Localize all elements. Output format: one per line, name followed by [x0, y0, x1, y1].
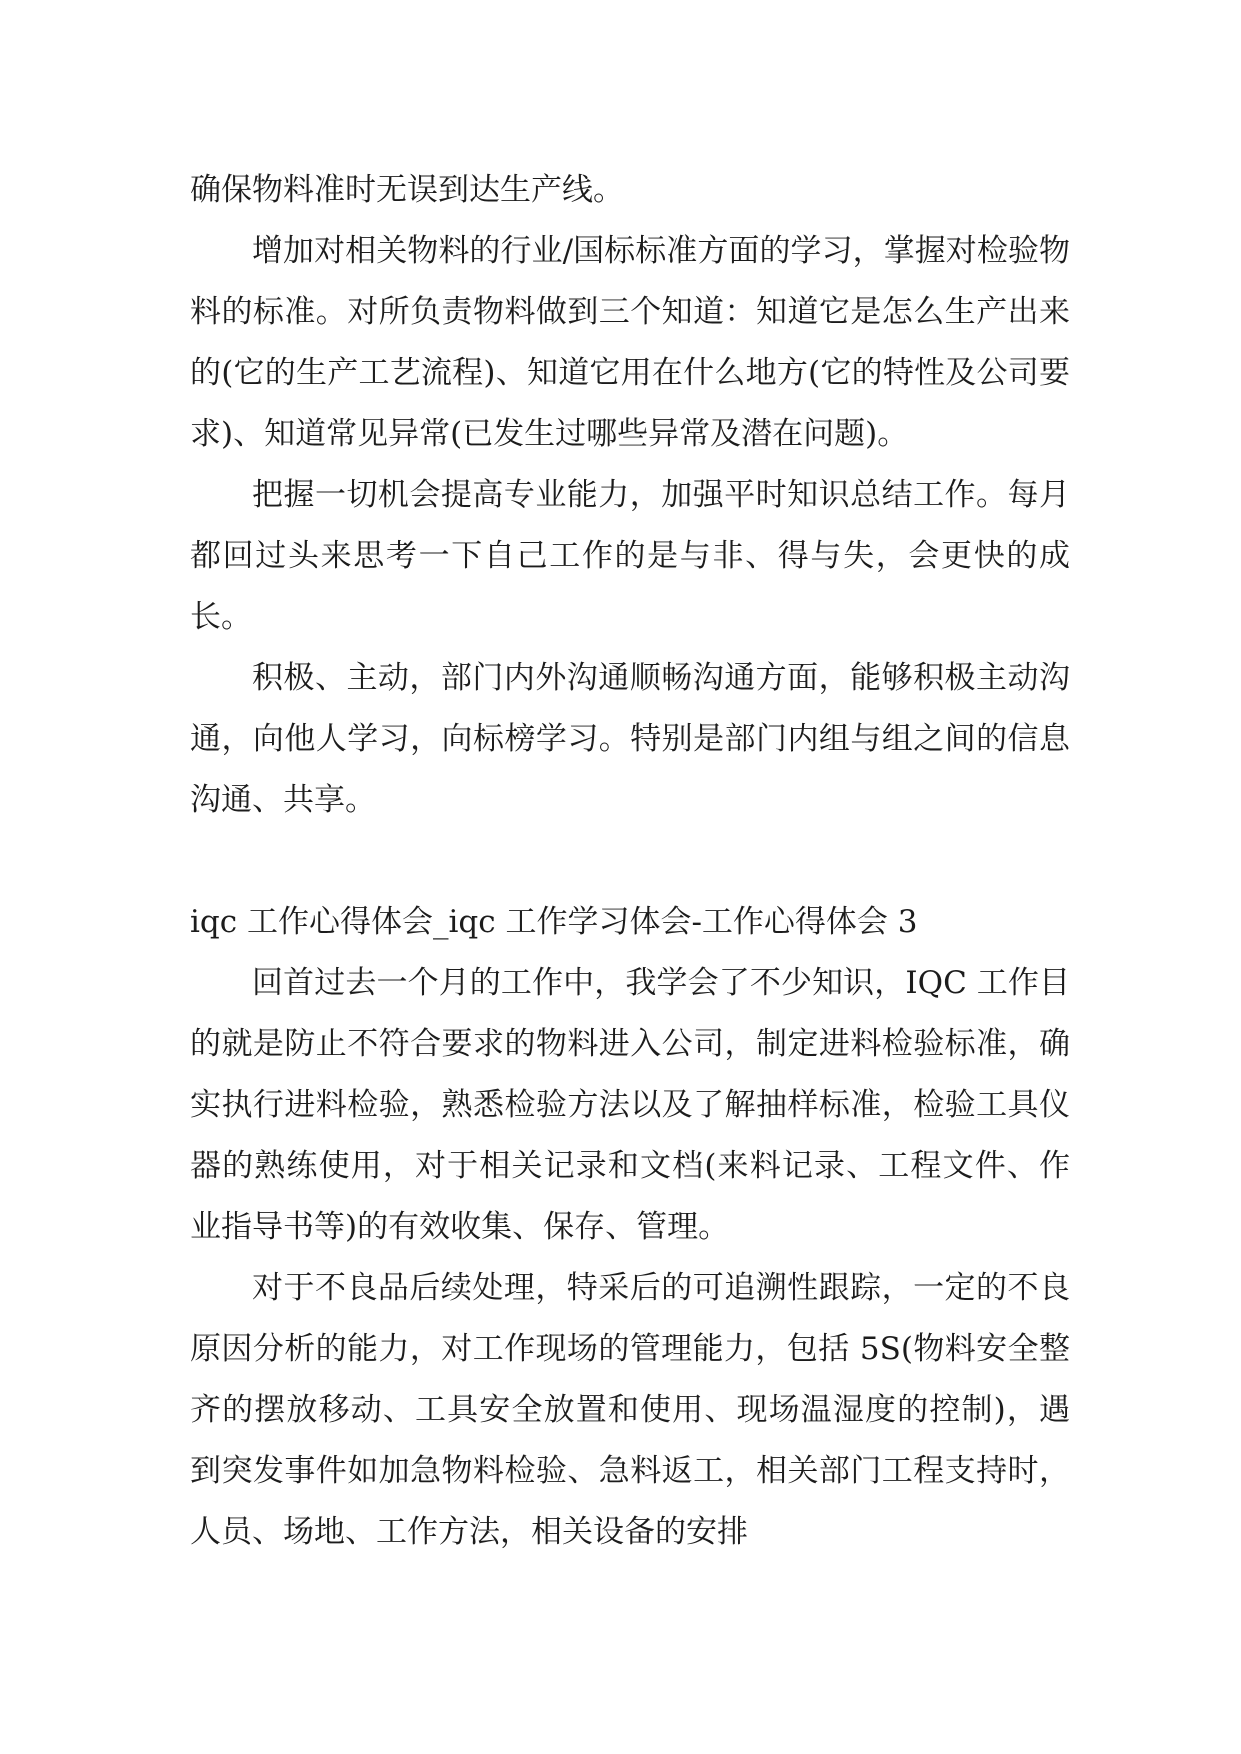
paragraph-professional-ability: 把握一切机会提高专业能力，加强平时知识总结工作。每月都回过头来思考一下自己工作的是与非、得与失，会更快的成长。	[190, 477, 1070, 635]
paragraph-defect-handling: 对于不良品后续处理，特采后的可追溯性跟踪，一定的不良原因分析的能力，对工作现场的管理能力，包括 5S(物料安全整齐的摆放移动、工具安全放置和使用、现场温湿度的控制)，遇到突发事件如加急物料检验、急料返工，相关部门工程支持时，人员、场地、工作方法，相关设备的安排	[190, 1270, 1070, 1550]
paragraph-continuation: 确保物料准时无误到达生产线。	[190, 172, 624, 208]
section-heading: iqc 工作心得体会_iqc 工作学习体会-工作心得体会 3	[190, 904, 918, 940]
paragraph-learning-standards: 增加对相关物料的行业/国标标准方面的学习，掌握对检验物料的标准。对所负责物料做到三个知道：知道它是怎么生产出来的(它的生产工艺流程)、知道它用在什么地方(它的特性及公司要求)、知道常见异常(已发生过哪些异常及潜在问题)。	[190, 233, 1070, 452]
paragraph-communication: 积极、主动，部门内外沟通顺畅沟通方面，能够积极主动沟通，向他人学习，向标榜学习。特别是部门内组与组之间的信息沟通、共享。	[190, 660, 1070, 818]
document-body	[190, 160, 1070, 1563]
paragraph-iqc-review: 回首过去一个月的工作中，我学会了不少知识，IQC 工作目的就是防止不符合要求的物料进入公司，制定进料检验标准，确实执行进料检验，熟悉检验方法以及了解抽样标准，检验工具仪器的熟练使用，对于相关记录和文档(来料记录、工程文件、作业指导书等)的有效收集、保存、管理。	[190, 965, 1070, 1245]
